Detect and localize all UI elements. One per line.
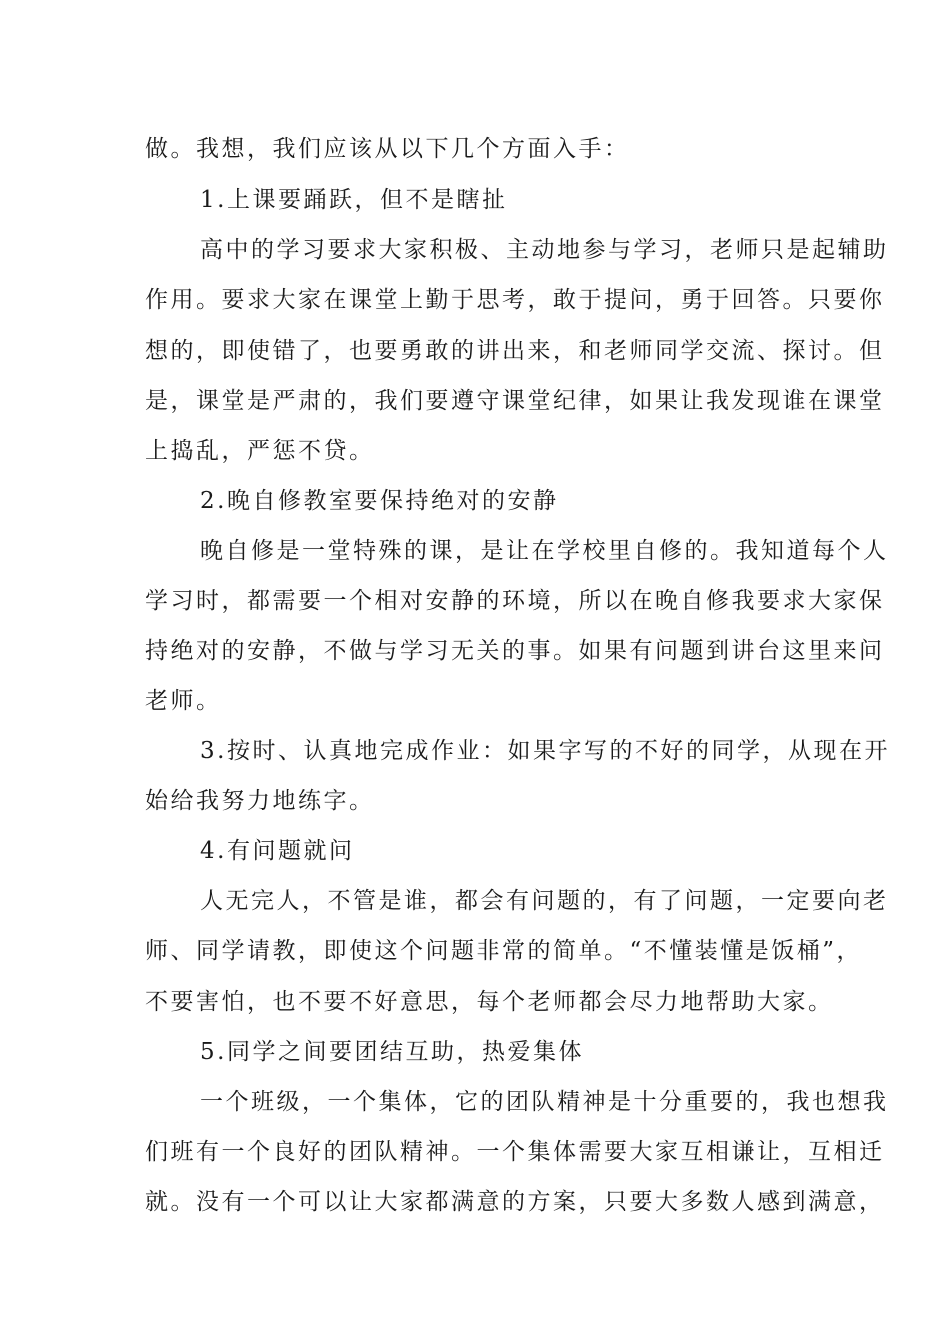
text-line: 就。没有一个可以让大家都满意的方案，只要大多数人感到满意， xyxy=(145,1189,885,1215)
paragraph-first-line: 晚自修是一堂特殊的课，是让在学校里自修的。我知道每个人 xyxy=(200,538,889,564)
paragraph-first-line: 高中的学习要求大家积极、主动地参与学习，老师只是起辅助 xyxy=(200,237,889,263)
list-item-heading: 1.上课要踊跃，但不是瞎扯 xyxy=(200,187,508,213)
text-line: 们班有一个良好的团队精神。一个集体需要大家互相谦让，互相迁 xyxy=(145,1139,885,1165)
text-line: 学习时，都需要一个相对安静的环境，所以在晚自修我要求大家保 xyxy=(145,588,885,614)
list-item-heading: 3.按时、认真地完成作业：如果字写的不好的同学，从现在开 xyxy=(200,738,890,764)
list-item-heading: 5.同学之间要团结互助，热爱集体 xyxy=(200,1039,584,1065)
text-line: 师、同学请教，即使这个问题非常的简单。“不懂装懂是饭桶”， xyxy=(145,938,863,964)
text-line: 始给我努力地练字。 xyxy=(145,788,375,814)
text-line: 不要害怕，也不要不好意思，每个老师都会尽力地帮助大家。 xyxy=(145,989,834,1015)
text-line: 上捣乱，严惩不贷。 xyxy=(145,438,375,464)
text-line: 做。我想，我们应该从以下几个方面入手： xyxy=(145,136,630,162)
text-line: 是，课堂是严肃的，我们要遵守课堂纪律，如果让我发现谁在课堂 xyxy=(145,388,885,414)
list-item-heading: 2.晚自修教室要保持绝对的安静 xyxy=(200,488,559,514)
text-line: 老师。 xyxy=(145,688,222,714)
text-line: 持绝对的安静，不做与学习无关的事。如果有问题到讲台这里来问 xyxy=(145,638,885,664)
paragraph-first-line: 一个班级，一个集体，它的团队精神是十分重要的，我也想我 xyxy=(200,1089,889,1115)
list-item-heading: 4.有问题就问 xyxy=(200,838,355,864)
paragraph-first-line: 人无完人，不管是谁，都会有问题的，有了问题，一定要向老 xyxy=(200,888,889,914)
text-line: 作用。要求大家在课堂上勤于思考，敢于提问，勇于回答。只要你 xyxy=(145,287,885,313)
text-line: 想的，即使错了，也要勇敢的讲出来，和老师同学交流、探讨。但 xyxy=(145,338,885,364)
